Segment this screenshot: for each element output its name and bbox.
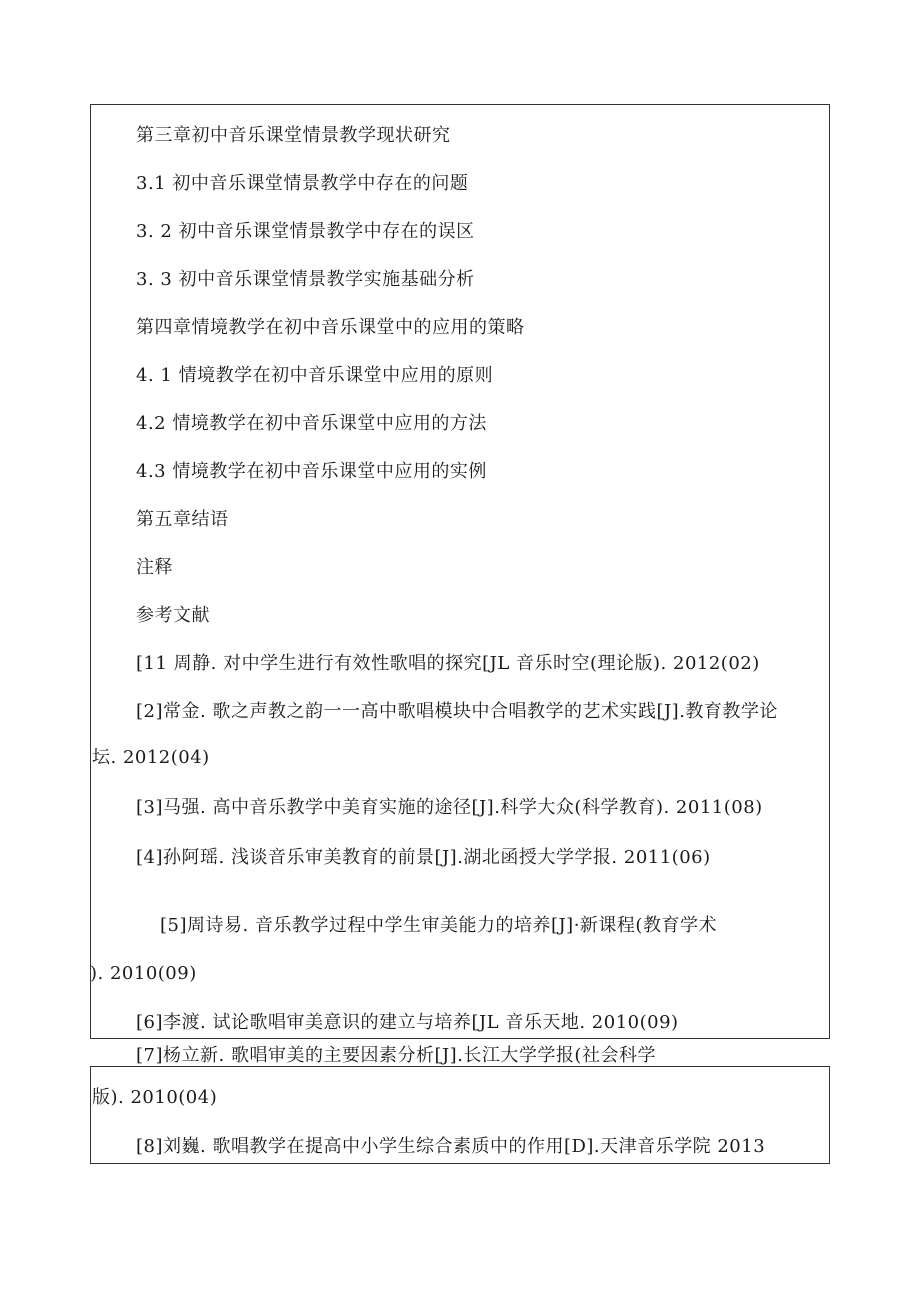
reference-7-continued: 版). 2010(04)	[92, 1087, 218, 1108]
reference-1: [11 周静. 对中学生进行有效性歌唱的探究[JL 音乐时空(理论版). 2012(02)	[136, 653, 760, 674]
toc-section-3-3: 3. 3 初中音乐课堂情景教学实施基础分析	[136, 269, 475, 290]
toc-chapter-3-title: 第三章初中音乐课堂情景教学现状研究	[136, 125, 451, 146]
reference-4: [4]孙阿瑶. 浅谈音乐审美教育的前景[J].湖北函授大学学报. 2011(06)	[136, 847, 711, 868]
reference-7: [7]杨立新. 歌唱审美的主要因素分析[J].长江大学学报(社会科学	[136, 1045, 656, 1066]
toc-notes: 注释	[136, 557, 173, 578]
toc-section-4-3: 4.3 情境教学在初中音乐课堂中应用的实例	[136, 461, 487, 482]
reference-6: [6]李渡. 试论歌唱审美意识的建立与培养[JL 音乐天地. 2010(09)	[136, 1012, 679, 1033]
toc-chapter-5-title: 第五章结语	[136, 509, 229, 530]
reference-5: [5]周诗易. 音乐教学过程中学生审美能力的培养[J]·新课程(教育学术	[160, 915, 717, 936]
reference-5-continued: ). 2010(09)	[90, 963, 197, 984]
toc-section-4-2: 4.2 情境教学在初中音乐课堂中应用的方法	[136, 413, 487, 434]
toc-section-4-1: 4. 1 情境教学在初中音乐课堂中应用的原则	[136, 365, 494, 386]
content-frame-top	[90, 104, 830, 1039]
reference-2-continued: 坛. 2012(04)	[92, 747, 210, 768]
reference-2: [2]常金. 歌之声教之韵一一高中歌唱模块中合唱教学的艺术实践[J].教育教学论	[136, 701, 778, 722]
toc-section-3-1: 3.1 初中音乐课堂情景教学中存在的问题	[136, 173, 469, 194]
toc-chapter-4-title: 第四章情境教学在初中音乐课堂中的应用的策略	[136, 317, 525, 338]
reference-8: [8]刘巍. 歌唱教学在提高中小学生综合素质中的作用[D].天津音乐学院 2013	[136, 1136, 766, 1157]
toc-references-title: 参考文献	[136, 605, 210, 626]
toc-section-3-2: 3. 2 初中音乐课堂情景教学中存在的误区	[136, 221, 475, 242]
reference-3: [3]马强. 高中音乐教学中美育实施的途径[J].科学大众(科学教育). 2011(08)	[136, 797, 763, 818]
